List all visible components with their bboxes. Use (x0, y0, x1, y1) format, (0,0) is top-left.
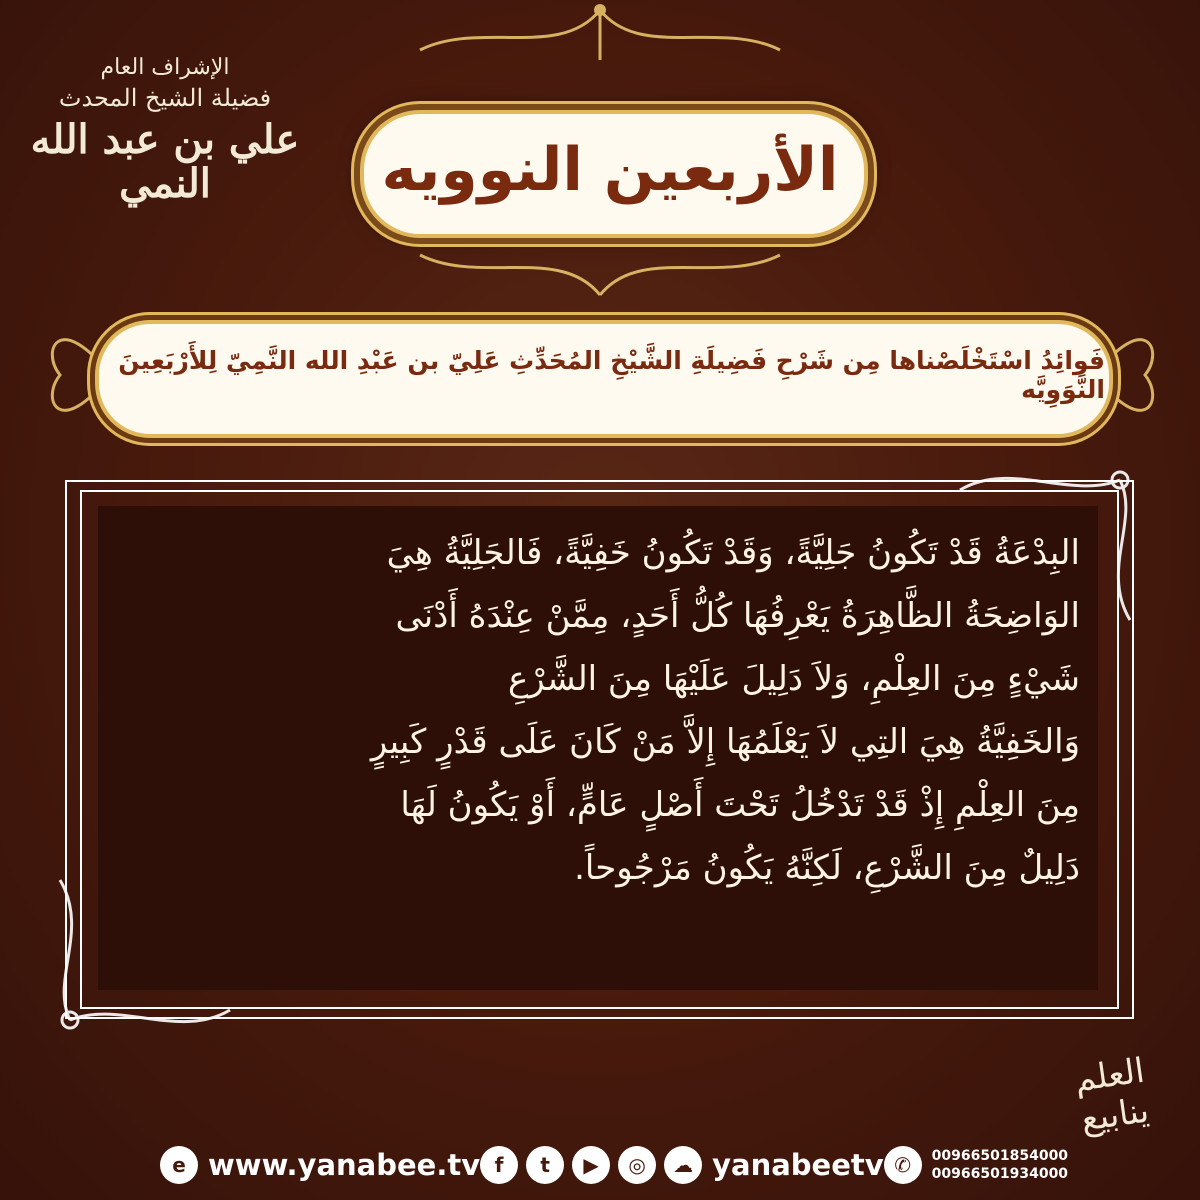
footer-website[interactable] (160, 1146, 480, 1184)
facebook-icon[interactable]: f (480, 1146, 518, 1184)
subtitle-text: فَوائِدُ اسْتَخْلَصْناها مِن شَرْحِ فَضِيلَةِ الشَّيْخِ المُحَدِّثِ عَلِيّ بن عَبْدِ الله النَّمِيّ لِلأَرْبَعِينَ النَّوَوِيَّه (118, 346, 1105, 404)
content-line: الوَاضِحَةُ الظَّاهِرَةُ يَعْرِفُهَا كُلُّ أَحَدٍ، مِمَّنْ عِنْدَهُ أَدْنَى (395, 596, 1080, 636)
phone-numbers (932, 1147, 1068, 1183)
twitter-icon[interactable]: t (526, 1146, 564, 1184)
page-title: الأربعين النوويه (381, 135, 839, 205)
supervisor-label: الإشراف العام (100, 55, 230, 80)
footer-social (480, 1146, 884, 1184)
supervisor-title: فضيلة الشيخ المحدث (58, 84, 272, 112)
signature-line: العلم (1071, 1050, 1147, 1101)
instagram-icon[interactable]: ◎ (618, 1146, 656, 1184)
content-line: مِنَ العِلْمِ إِذْ قَدْ تَدْخُلُ تَحْتَ أَصْلٍ عَامٍّ، أَوْ يَكُونُ لَهَا (400, 785, 1080, 825)
supervisor-block (20, 55, 310, 206)
supervisor-name: علي بن عبد الله النمي (30, 116, 300, 207)
footer-phones (884, 1146, 1068, 1184)
website-link[interactable]: www.yanabee.tv (208, 1148, 481, 1182)
whatsapp-icon[interactable]: ✆ (884, 1146, 922, 1184)
title-ornament (320, 40, 900, 290)
web-e-icon: e (160, 1146, 198, 1184)
soundcloud-icon[interactable]: ☁ (664, 1146, 702, 1184)
youtube-icon[interactable]: ▶ (572, 1146, 610, 1184)
footer (160, 1135, 1069, 1195)
content-line: وَالخَفِيَّةُ هِيَ التِي لاَ يَعْلَمُهَا إِلاَّ مَنْ كَانَ عَلَى قَدْرٍ كَبِيرٍ (370, 722, 1080, 762)
social-handle[interactable]: yanabeetv (712, 1148, 884, 1182)
signature-line: ينابيع (1078, 1090, 1152, 1140)
content-line: البِدْعَةُ قَدْ تَكُونُ جَلِيَّةً، وَقَدْ تَكُونُ خَفِيَّةً، فَالجَلِيَّةُ هِيَ (386, 533, 1080, 573)
phone-number[interactable]: 00966501854000 (931, 1148, 1069, 1164)
phone-number[interactable]: 00966501934000 (931, 1166, 1069, 1182)
content-line: دَلِيلٌ مِنَ الشَّرْعِ، لَكِنَّهُ يَكُونُ مَرْجُوحاً. (574, 848, 1080, 888)
content-text (120, 522, 1080, 900)
content-line: شَيْءٍ مِنَ العِلْمِ، وَلاَ دَلِيلَ عَلَيْهَا مِنَ الشَّرْعِ (507, 659, 1080, 699)
social-icons (480, 1146, 702, 1184)
